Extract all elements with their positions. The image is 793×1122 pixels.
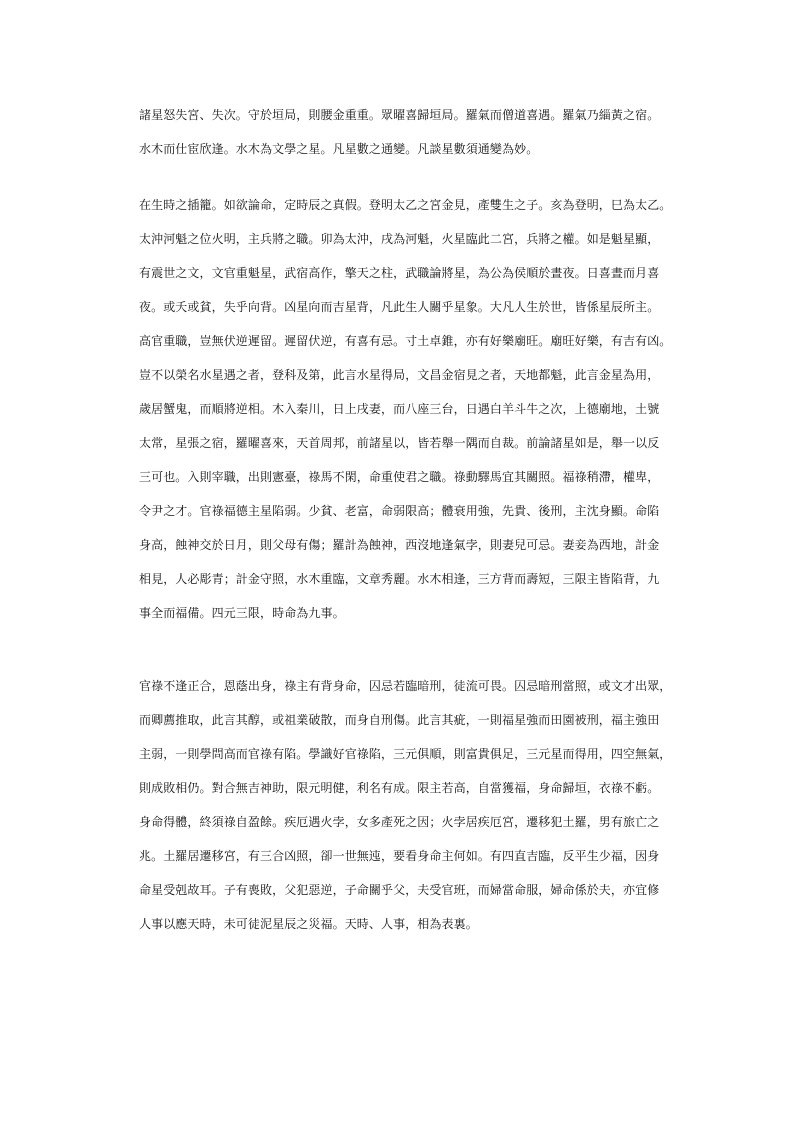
text-line: 三可也。入則宰職，出則憲臺，祿馬不閑，命重使君之職。祿動驛馬宜其關照。福祿稍滯，權卑， — [139, 470, 660, 484]
text-line: 太常，星張之宿，羅曜喜來，天首周邦，前諸星以，皆若舉一隅而自裁。前論諸星如是，舉一以反 — [139, 436, 660, 450]
text-line: 而卿薦推取，此言其醇，或祖業破散，而身自刑傷。此言其疵，一則福星強而田園被刑，福主強田 — [139, 713, 660, 727]
text-line: 夜。或夭或貧，失乎向背。凶星向而吉星背，凡此生人關乎星象。大凡人生於世，皆係星辰所主。 — [139, 300, 660, 314]
text-line: 官祿不逢正合，恩蔭出身，祿主有背身命，囚忌若臨暗刑，徒流可畏。囚忌暗刑當照，或文才出眾， — [139, 679, 672, 693]
text-line: 命星受剋故耳。子有喪敗，父犯惡逆，子命關乎父，夫受官班，而婦當命服，婦命係於夫，亦宜修 — [139, 883, 660, 897]
text-line: 有震世之文，文官重魁星，武宿高作，擎天之柱，武職論將星，為公為侯順於晝夜。日喜晝而月喜 — [139, 266, 660, 280]
text-line: 諸星怒失宮、失次。守於垣局，則腰金重重。眾曜喜歸垣局。羅氣而僧道喜遇。羅氣乃緇黃之宿。 — [139, 108, 660, 122]
text-line: 高官重職，豈無伏逆遲留。遲留伏逆，有喜有忌。寸土卓錐，亦有好樂廟旺。廟旺好樂，有吉有凶。 — [139, 334, 672, 348]
text-line: 豈不以榮名水星遇之者，登科及第，此言水星得局，文昌金宿見之者，天地都魁，此言金星為用， — [139, 368, 660, 382]
text-line: 相見，人必彫青；計金守照，水木重臨，文章秀麗。水木相逢，三方背而壽短，三限主皆陷背，九 — [139, 572, 660, 586]
text-line: 太沖河魁之位火明，主兵將之職。卯為太沖，戌為河魁，火星臨此二宮，兵將之權。如是魁星顯， — [139, 232, 660, 246]
text-line: 水木而仕宦欣逢。水木為文學之星。凡星數之通變。凡談星數須通變為妙。 — [139, 142, 539, 156]
paragraph — [139, 98, 669, 166]
text-line: 身高，蝕神交於日月，則父母有傷；羅計為蝕神，西沒地逢氣孛，則妻兒可忌。妻妾為西地，計金 — [139, 538, 660, 552]
text-line: 令尹之才。官祿福德主星陷弱。少貧、老富，命弱限高；體衰用強，先貴、後刑，主沈身顯。命陷 — [139, 504, 660, 518]
text-line: 主弱，一則學問高而官祿有陷。學識好官祿陷，三元俱順，則富貴俱足，三元星而得用，四空無氣， — [139, 747, 672, 761]
text-line: 歲居蟹鬼，而順將逆相。木入秦川，日上戌妻，而八座三台，日遇白羊斗牛之次，上德廟地，土號 — [139, 402, 660, 416]
paragraph — [139, 188, 672, 630]
text-line: 人事以應天時，未可徒泥星辰之災福。天時、人事，相為表裏。 — [139, 917, 478, 931]
text-line: 事全而福備。四元三限，時命為九事。 — [139, 606, 345, 620]
text-line: 在生時之插籠。如欲論命，定時辰之真假。登明太乙之宮金見，產雙生之子。亥為登明，巳為太乙。 — [139, 198, 672, 212]
text-line: 兆。土羅居遷移宮，有三合凶照，卻一世無迍，要看身命主何如。有四直吉臨，反平生少福，因身 — [139, 849, 660, 863]
text-line: 身命得體，終須祿自盈餘。疾厄遇火孛，女多產死之因；火孛居疾厄宮，遷移犯土羅，男有旅亡之 — [139, 815, 660, 829]
text-line: 則成敗相仍。對合無吉神助，限元明健，利名有成。限主若高，自當獲福，身命歸垣，衣祿不虧。 — [139, 781, 660, 795]
paragraph — [139, 669, 672, 941]
